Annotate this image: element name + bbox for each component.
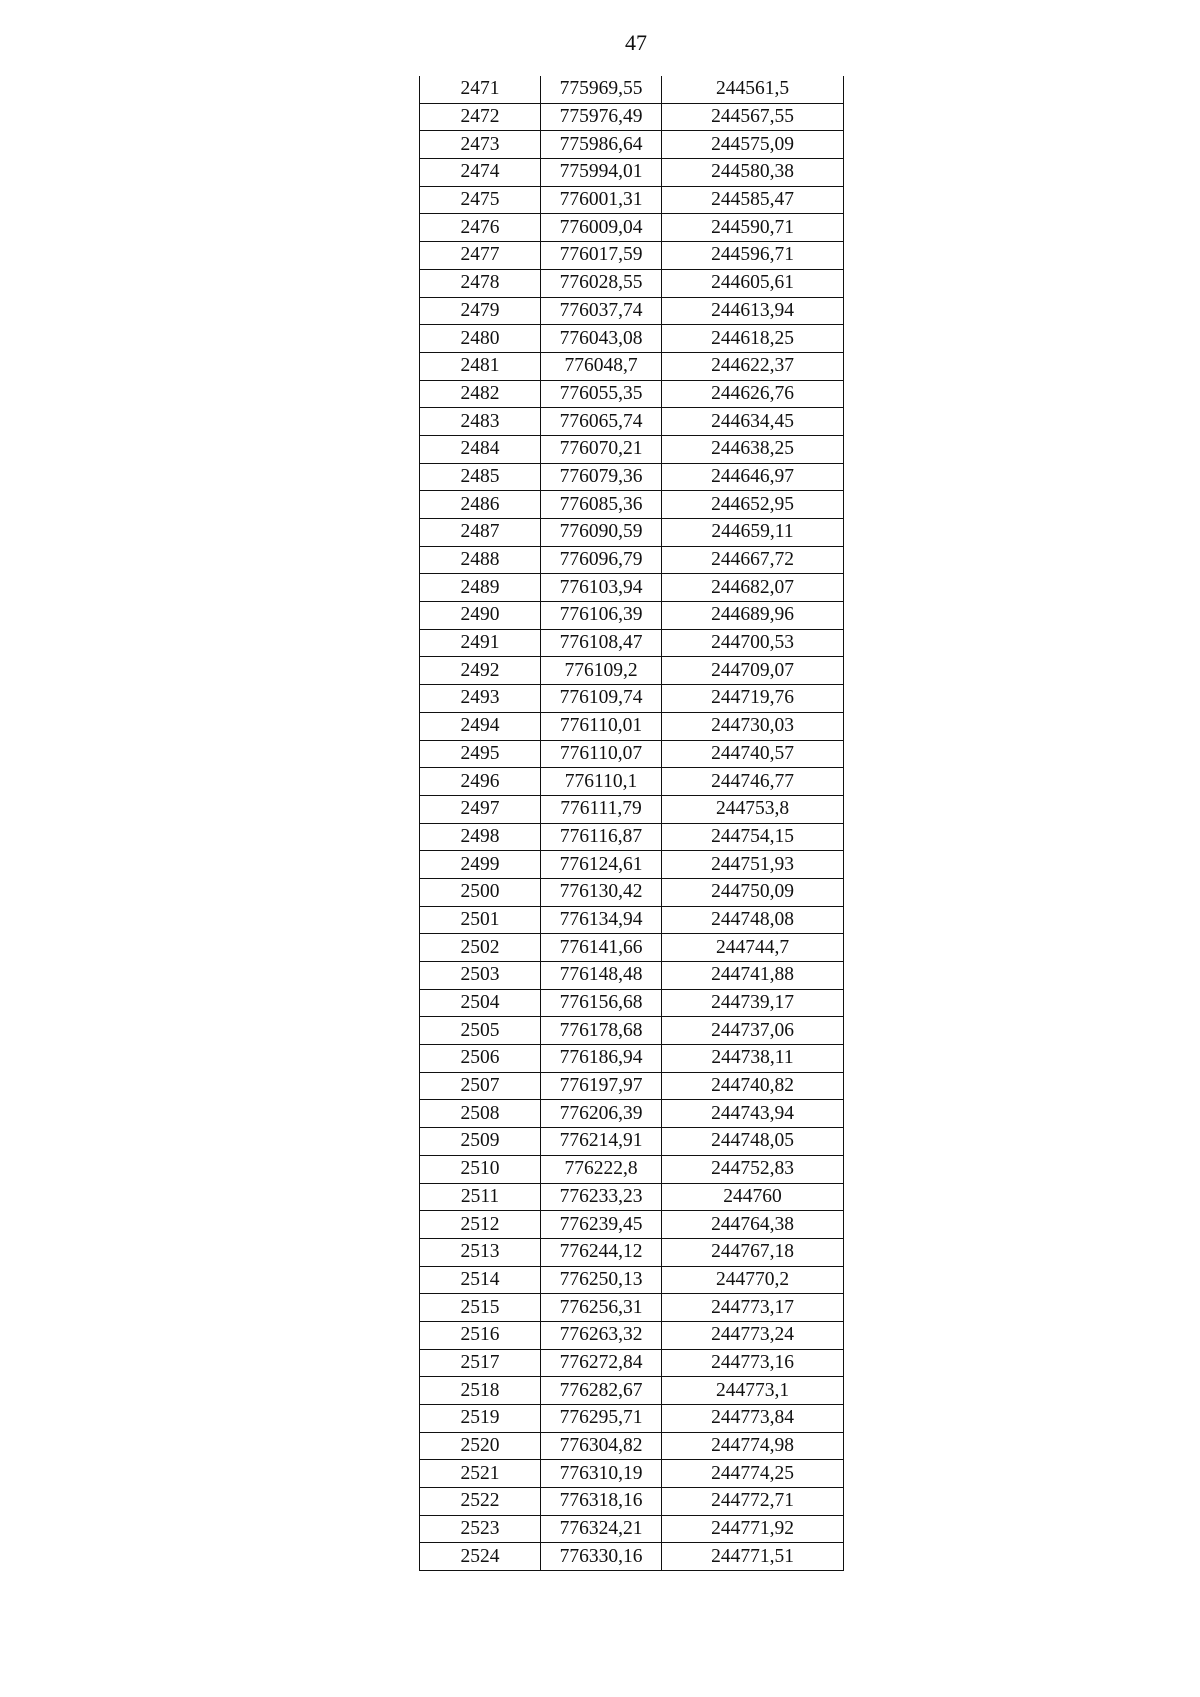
table-row [420,823,844,851]
table-row [420,131,844,159]
x-coordinate-cell: 776148,48 [541,962,662,990]
x-coordinate-cell: 776090,59 [541,519,662,547]
x-coordinate-cell: 776111,79 [541,795,662,823]
y-coordinate-cell: 244737,06 [662,1017,844,1045]
x-coordinate-cell: 776106,39 [541,602,662,630]
y-coordinate-cell: 244773,17 [662,1294,844,1322]
y-coordinate-cell: 244740,82 [662,1072,844,1100]
point-number-cell: 2491 [420,629,541,657]
point-number-cell: 2477 [420,242,541,270]
x-coordinate-cell: 776079,36 [541,463,662,491]
table-row [420,1321,844,1349]
table-row [420,1045,844,1073]
y-coordinate-cell: 244764,38 [662,1211,844,1239]
table-row [420,186,844,214]
point-number-cell: 2518 [420,1377,541,1405]
point-number-cell: 2474 [420,159,541,187]
y-coordinate-cell: 244689,96 [662,602,844,630]
x-coordinate-cell: 776206,39 [541,1100,662,1128]
x-coordinate-cell: 776009,04 [541,214,662,242]
y-coordinate-cell: 244770,2 [662,1266,844,1294]
x-coordinate-cell: 776043,08 [541,325,662,353]
point-number-cell: 2490 [420,602,541,630]
y-coordinate-cell: 244652,95 [662,491,844,519]
y-coordinate-cell: 244638,25 [662,435,844,463]
point-number-cell: 2509 [420,1128,541,1156]
y-coordinate-cell: 244605,61 [662,269,844,297]
y-coordinate-cell: 244659,11 [662,519,844,547]
point-number-cell: 2479 [420,297,541,325]
y-coordinate-cell: 244743,94 [662,1100,844,1128]
point-number-cell: 2478 [420,269,541,297]
y-coordinate-cell: 244585,47 [662,186,844,214]
table-row [420,878,844,906]
y-coordinate-cell: 244709,07 [662,657,844,685]
point-number-cell: 2471 [420,76,541,103]
x-coordinate-cell: 776178,68 [541,1017,662,1045]
table-row [420,1238,844,1266]
x-coordinate-cell: 776103,94 [541,574,662,602]
y-coordinate-cell: 244622,37 [662,352,844,380]
table-row [420,435,844,463]
point-number-cell: 2499 [420,851,541,879]
table-row [420,712,844,740]
y-coordinate-cell: 244774,98 [662,1432,844,1460]
table-row [420,574,844,602]
y-coordinate-cell: 244760 [662,1183,844,1211]
table-row [420,297,844,325]
x-coordinate-cell: 776085,36 [541,491,662,519]
table-row [420,269,844,297]
y-coordinate-cell: 244730,03 [662,712,844,740]
point-number-cell: 2500 [420,878,541,906]
x-coordinate-cell: 776324,21 [541,1515,662,1543]
x-coordinate-cell: 775976,49 [541,103,662,131]
y-coordinate-cell: 244739,17 [662,989,844,1017]
x-coordinate-cell: 776109,2 [541,657,662,685]
y-coordinate-cell: 244646,97 [662,463,844,491]
table-row [420,906,844,934]
point-number-cell: 2508 [420,1100,541,1128]
table-row [420,1072,844,1100]
point-number-cell: 2487 [420,519,541,547]
point-number-cell: 2503 [420,962,541,990]
point-number-cell: 2515 [420,1294,541,1322]
y-coordinate-cell: 244580,38 [662,159,844,187]
table-row [420,1515,844,1543]
x-coordinate-cell: 776037,74 [541,297,662,325]
x-coordinate-cell: 776239,45 [541,1211,662,1239]
table-row [420,242,844,270]
point-number-cell: 2475 [420,186,541,214]
x-coordinate-cell: 775969,55 [541,76,662,103]
point-number-cell: 2510 [420,1155,541,1183]
table-row [420,740,844,768]
y-coordinate-cell: 244740,57 [662,740,844,768]
x-coordinate-cell: 776222,8 [541,1155,662,1183]
x-coordinate-cell: 776304,82 [541,1432,662,1460]
y-coordinate-cell: 244746,77 [662,768,844,796]
x-coordinate-cell: 776282,67 [541,1377,662,1405]
table-row [420,325,844,353]
x-coordinate-cell: 775994,01 [541,159,662,187]
y-coordinate-cell: 244719,76 [662,685,844,713]
point-number-cell: 2506 [420,1045,541,1073]
table-row [420,214,844,242]
point-number-cell: 2488 [420,546,541,574]
point-number-cell: 2480 [420,325,541,353]
table-row [420,380,844,408]
x-coordinate-cell: 776110,1 [541,768,662,796]
table-row [420,1294,844,1322]
table-row [420,1432,844,1460]
y-coordinate-cell: 244748,05 [662,1128,844,1156]
x-coordinate-cell: 776124,61 [541,851,662,879]
point-number-cell: 2482 [420,380,541,408]
x-coordinate-cell: 776250,13 [541,1266,662,1294]
y-coordinate-cell: 244575,09 [662,131,844,159]
y-coordinate-cell: 244741,88 [662,962,844,990]
x-coordinate-cell: 776065,74 [541,408,662,436]
x-coordinate-cell: 776186,94 [541,1045,662,1073]
point-number-cell: 2517 [420,1349,541,1377]
point-number-cell: 2520 [420,1432,541,1460]
table-row [420,103,844,131]
y-coordinate-cell: 244753,8 [662,795,844,823]
table-row [420,602,844,630]
x-coordinate-cell: 776156,68 [541,989,662,1017]
table-row [420,685,844,713]
y-coordinate-cell: 244772,71 [662,1488,844,1516]
y-coordinate-cell: 244634,45 [662,408,844,436]
point-number-cell: 2481 [420,352,541,380]
y-coordinate-cell: 244561,5 [662,76,844,103]
table-row [420,962,844,990]
y-coordinate-cell: 244744,7 [662,934,844,962]
y-coordinate-cell: 244751,93 [662,851,844,879]
y-coordinate-cell: 244567,55 [662,103,844,131]
table-row [420,352,844,380]
y-coordinate-cell: 244738,11 [662,1045,844,1073]
table-row [420,657,844,685]
y-coordinate-cell: 244771,92 [662,1515,844,1543]
x-coordinate-cell: 776110,01 [541,712,662,740]
y-coordinate-cell: 244618,25 [662,325,844,353]
x-coordinate-cell: 776110,07 [541,740,662,768]
y-coordinate-cell: 244754,15 [662,823,844,851]
table-row [420,408,844,436]
point-number-cell: 2507 [420,1072,541,1100]
x-coordinate-cell: 776130,42 [541,878,662,906]
x-coordinate-cell: 776263,32 [541,1321,662,1349]
table-row [420,1183,844,1211]
coordinates-table [419,76,844,1571]
y-coordinate-cell: 244748,08 [662,906,844,934]
point-number-cell: 2472 [420,103,541,131]
y-coordinate-cell: 244750,09 [662,878,844,906]
point-number-cell: 2502 [420,934,541,962]
y-coordinate-cell: 244613,94 [662,297,844,325]
y-coordinate-cell: 244700,53 [662,629,844,657]
point-number-cell: 2476 [420,214,541,242]
x-coordinate-cell: 776256,31 [541,1294,662,1322]
y-coordinate-cell: 244596,71 [662,242,844,270]
point-number-cell: 2523 [420,1515,541,1543]
table-row [420,934,844,962]
x-coordinate-cell: 776134,94 [541,906,662,934]
point-number-cell: 2516 [420,1321,541,1349]
point-number-cell: 2511 [420,1183,541,1211]
table-row [420,1128,844,1156]
point-number-cell: 2519 [420,1405,541,1433]
table-row [420,989,844,1017]
y-coordinate-cell: 244752,83 [662,1155,844,1183]
table-row [420,1100,844,1128]
point-number-cell: 2493 [420,685,541,713]
table-row [420,1349,844,1377]
y-coordinate-cell: 244773,16 [662,1349,844,1377]
table-row [420,1155,844,1183]
y-coordinate-cell: 244773,1 [662,1377,844,1405]
point-number-cell: 2522 [420,1488,541,1516]
point-number-cell: 2496 [420,768,541,796]
x-coordinate-cell: 776001,31 [541,186,662,214]
x-coordinate-cell: 776233,23 [541,1183,662,1211]
x-coordinate-cell: 776096,79 [541,546,662,574]
table-row [420,795,844,823]
table-row [420,1488,844,1516]
x-coordinate-cell: 776070,21 [541,435,662,463]
point-number-cell: 2483 [420,408,541,436]
point-number-cell: 2514 [420,1266,541,1294]
table-row [420,629,844,657]
x-coordinate-cell: 776017,59 [541,242,662,270]
x-coordinate-cell: 776318,16 [541,1488,662,1516]
x-coordinate-cell: 776244,12 [541,1238,662,1266]
point-number-cell: 2498 [420,823,541,851]
point-number-cell: 2485 [420,463,541,491]
table-row [420,1017,844,1045]
point-number-cell: 2512 [420,1211,541,1239]
x-coordinate-cell: 776108,47 [541,629,662,657]
y-coordinate-cell: 244626,76 [662,380,844,408]
table-row [420,768,844,796]
y-coordinate-cell: 244773,24 [662,1321,844,1349]
table-row [420,463,844,491]
point-number-cell: 2505 [420,1017,541,1045]
x-coordinate-cell: 776330,16 [541,1543,662,1571]
point-number-cell: 2484 [420,435,541,463]
table-row [420,1211,844,1239]
y-coordinate-cell: 244771,51 [662,1543,844,1571]
point-number-cell: 2495 [420,740,541,768]
x-coordinate-cell: 776028,55 [541,269,662,297]
table-row [420,159,844,187]
x-coordinate-cell: 776197,97 [541,1072,662,1100]
x-coordinate-cell: 776116,87 [541,823,662,851]
x-coordinate-cell: 776214,91 [541,1128,662,1156]
y-coordinate-cell: 244667,72 [662,546,844,574]
point-number-cell: 2492 [420,657,541,685]
table-row [420,546,844,574]
point-number-cell: 2486 [420,491,541,519]
point-number-cell: 2513 [420,1238,541,1266]
x-coordinate-cell: 776310,19 [541,1460,662,1488]
point-number-cell: 2494 [420,712,541,740]
point-number-cell: 2473 [420,131,541,159]
table-row [420,851,844,879]
point-number-cell: 2524 [420,1543,541,1571]
point-number-cell: 2489 [420,574,541,602]
y-coordinate-cell: 244774,25 [662,1460,844,1488]
table-row [420,491,844,519]
x-coordinate-cell: 775986,64 [541,131,662,159]
table-row [420,1377,844,1405]
table-row [420,519,844,547]
y-coordinate-cell: 244590,71 [662,214,844,242]
x-coordinate-cell: 776295,71 [541,1405,662,1433]
x-coordinate-cell: 776048,7 [541,352,662,380]
table-row [420,1266,844,1294]
y-coordinate-cell: 244767,18 [662,1238,844,1266]
x-coordinate-cell: 776272,84 [541,1349,662,1377]
table-row [420,1543,844,1571]
x-coordinate-cell: 776141,66 [541,934,662,962]
y-coordinate-cell: 244773,84 [662,1405,844,1433]
coordinates-table-body [420,76,844,1571]
point-number-cell: 2521 [420,1460,541,1488]
y-coordinate-cell: 244682,07 [662,574,844,602]
x-coordinate-cell: 776055,35 [541,380,662,408]
point-number-cell: 2504 [420,989,541,1017]
point-number-cell: 2497 [420,795,541,823]
x-coordinate-cell: 776109,74 [541,685,662,713]
page-number: 47 [625,30,647,55]
point-number-cell: 2501 [420,906,541,934]
table-row [420,76,844,103]
table-row [420,1460,844,1488]
table-row [420,1405,844,1433]
